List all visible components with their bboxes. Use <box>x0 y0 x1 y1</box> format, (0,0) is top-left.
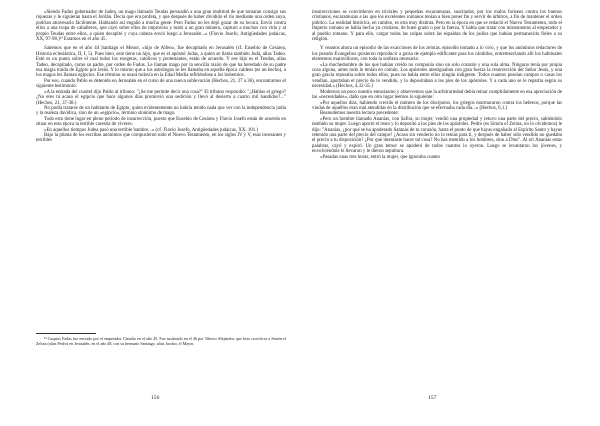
left-paragraph-3: Por eso, cuando Pablo es detenido en Jerusalén en el curso de una nueva sublevación (Hechos, 21, 27 a 36), encontramos el siguiente testimonio: <box>36 78 286 90</box>
page-number-left: 156 <box>151 395 160 401</box>
left-paragraph-6: Todo esto tiene lugar en pleno período de insurrección, puesto que Eusebio de Cesárea y Flavio Josefo están de acuerdo en situar en esta época la terrible carestía de víveres: <box>36 116 286 128</box>
right-paragraph-4: Modernos un poco nuestro entusiasmo y observemos que la arbitrariedad debía reinar cumplidamente en esa apreciación de las «necesidades», dado que en otro lugar leemos lo siguiente: <box>312 89 562 101</box>
footnote-text: ²³ Cuspius Fadus fue enviado por el emperador Claudio en el año 45. Fue sustituido en el 46 por Tiberio Alejandro, que hizo crucificar a Simón el Zelota (alias Pedro) en Jerusalén, en el año 48, con su hermano Santiago, alias Jacobo, el Mayor. <box>36 336 286 346</box>
left-paragraph-7: «En aquellos tiempos Judea pasó una terrible hambre...» (cf. Flavio Josefo, Antigüedades judaicas, XX, 101.) <box>44 127 259 133</box>
left-paragraph-8: Bajo la pluma de los escribas anónimos que compusieron todo el Nuevo Testamento, en los siglos IV y V, esas incesantes y terribles <box>36 132 286 144</box>
left-paragraph-5: No podía tratarse de un habitante de Egipto, quien evidentemente no habría tenido nada que ver con la independencia judía y la realeza davídica, sino de un «egipcio», término sinónimo de mago. <box>36 105 286 117</box>
footnote <box>36 333 286 346</box>
right-paragraph-8: «Pasadas unas tres horas, entró la mujer, que ignoraba cuanto <box>320 154 440 160</box>
footnote-rule <box>36 333 96 334</box>
right-paragraph-1: insurrecciones se convirtieron en triviales y pequeñas escaramuzas, suscitadas, por los malos fariseos contra los buenos cristianos, escaramuzas a las que los excelentes romanos tenían a bien poner fin y servir de árbitros, a fin de mantener el orden público. La realidad histórica, en cambio, es otra muy distinta. Pero en la época en que se redactó el Nuevo Testamento, todo el Imperio romano se había hecho ya cristiano, de buen grado o por la fuerza. Y había que tratar con miramientos al emperador y al pueblo romano. Y para ello, cargar todas las culpas sobre las espaldas de los judíos que habían permanecido fieles a su religión. <box>312 10 562 43</box>
left-paragraph-2: Sabemos que en el año 44 Santiago el Menor, «hijo de Alfeo», fue decapitado en Jerusalén (cf. Eusebio de Cesárea, Historia eclesiástica, II, I, 5). Pues bien, este tiene un hijo, que es el apóstol Judas, a quien se llama también Judá, alias Tadeo. Este es un punto sobre el cual todos los exegetas, católicos y protestantes, están de acuerdo. Y ese hijo es el Teudas, alias Tadeo, decapitado, como su padre, por orden de Fadus. Le llaman mago por la sencilla razón de que ha heredado de su padre esa magia traída de Egipto por Jesús. Y lo mismo que a los astrólogos se les llamaba en aquella época caldeos (es un hecho), a los magos les llaman egipcios. Ese término se usará todavía en la Edad Media refiriéndose a los bohemios. <box>36 46 286 79</box>
left-page <box>36 10 286 410</box>
page-number-right: 157 <box>428 395 437 401</box>
right-page <box>312 10 562 410</box>
right-paragraph-6: Reanudemos nuestra lectura precedente: <box>320 111 399 117</box>
left-paragraph-1: «Siendo Fadus gobernador de Judea, un mago llamado Teudas persuadió a una gran multitud de que tomaran consigo sus riquezas y le siguieran hasta el Jordán. Decía que era profeta, y que después de haber dividido el río mediante una orden suya, podrían atravesarlo fácilmente. Hablando así engañó a mucha gente. Pero Fadus no les dejó gozar de su locura. Envió contra ellos a una tropa de caballeros, que cayó sobre ellos de improviso y mató a un gran número, capturó a muchos con vida y al propio Teudas entre ellos, a quien decapitó y cuya cabeza envió luego a Jerusalén...» (Flavio Josefo, Antigüedades judaicas, XX, 97-98.)²³ Estamos en el año 45. <box>36 10 286 43</box>
left-paragraph-4: «A la entrada del cuartel dijo Pablo al tribuno: "¿Se me permite decir una cosa?" El tribuno respondió: "¿Hablas el griego? ¿No eres tú acaso el egipcio que hace algunos días promovió una sedición y llevó al desierto a cuatro mil bandidos?..." (Hechos, 21, 37-38.) <box>36 89 286 106</box>
right-paragraph-5: «Por aquellos días, habiendo crecido el número de los discípulos, los griegos murmuraron contra los hebreos, porque las viudas de aquéllos eran mal atendidas en la distribución que se efectuaba cada día...» (Hechos, 6,1.) <box>312 100 562 111</box>
right-paragraph-7: «Pero un hombre llamado Ananías, con Safira, su mujer, vendió una propiedad y retuvo una parte del precio, sabiéndolo también su mujer. Luego aportó el resto y lo depositó a los pies de los apóstoles. Pedro (es Simón el Zelota, no lo olvidemos) le dijo: "Ananías, ¿por qué se ha apoderado Satanás de tu corazón, hasta el punto de que hayas engañado al Espíritu Santo y hayas retenido una parte del precio del campo? ¿Acaso sin venderlo no lo tenías para ti, y después de haber sido vendido no quedaba el precio a tu disposición? ¿Por qué intentaste hacer tal cosa? No has mentido a los hombres, sino a Dios". Al oír Ananías estas palabras, cayó y expiró. Un gran temor se apoderó de todos cuantos lo oyeron. Luego se levantaron los jóvenes, y envolviéndole le llevaron y le dieron sepultura. <box>312 116 562 155</box>
right-paragraph-3: «La muchedumbre de los que habían creído no componía sino un solo corazón y una sola alma. Ninguno tenía por propia cosa alguna, antes todo lo tenían en común. Los apóstoles atestiguaban con gran fuerza la resurrección del Señor Jesús, y una gran gracia reposaba sobre todos ellos, pues no había entre ellos ningún indigente. Todos cuantos poseían campos o casas los vendían, aportaban el precio de lo vendido, y lo depositaban a los pies de los apóstoles. Y a cada uno se le repartía según su necesidad.» (Hechos, 4,32-35.) <box>312 62 562 90</box>
right-paragraph-2: Y veamos ahora un episodio de las exacciones de los zelotas, episodio tomado a lo vivo, y que los anónimos redactores de los pseudo Evangelios quisieron reproducir a guisa de ejemplo edificante para los cándidos, entremezclando allí los habituales elementos maravillosos, con toda la sutileza necesaria: <box>312 46 562 63</box>
